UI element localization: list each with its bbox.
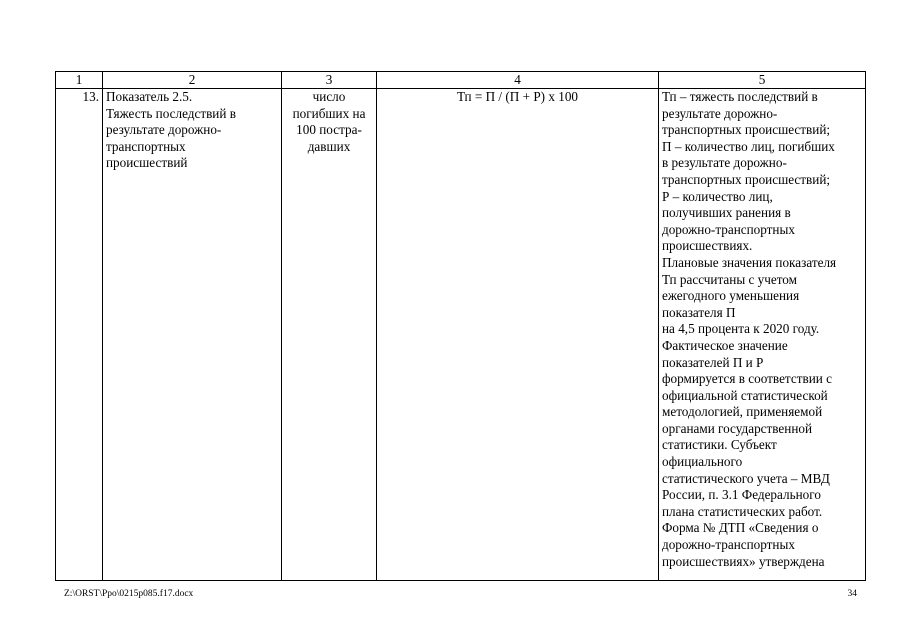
- description-line: получивших ранения в: [662, 205, 791, 221]
- description-line: методологией, применяемой: [662, 404, 823, 420]
- header-row: [56, 72, 866, 89]
- description-line: происшествиях.: [662, 238, 753, 254]
- unit-line: давших: [307, 138, 351, 154]
- formula-cell: [377, 89, 659, 581]
- description-line: Фактическое значение: [662, 337, 788, 353]
- description-line: дорожно-транспортных: [662, 537, 795, 553]
- description-line: показателя П: [662, 304, 736, 320]
- description-line: транспортных происшествий;: [662, 122, 831, 138]
- description-line: статистики. Субъект: [662, 437, 777, 453]
- description-line: Форма № ДТП «Сведения о: [662, 520, 819, 536]
- description-line: результате дорожно-: [662, 105, 778, 121]
- unit-cell: [282, 89, 377, 581]
- description-line: официального: [662, 454, 743, 470]
- description-line: статистического учета – МВД: [662, 470, 830, 486]
- indicator-line: результате дорожно-: [106, 122, 222, 138]
- header-col-4: 4: [377, 72, 659, 89]
- description-line: ежегодного уменьшения: [662, 288, 800, 304]
- description-line: Р – количество лиц,: [662, 188, 773, 204]
- indicator-line: Показатель 2.5.: [106, 89, 193, 104]
- unit-line: число: [312, 89, 346, 104]
- header-col-3: 3: [282, 72, 377, 89]
- description-line: П – количество лиц, погибших: [662, 138, 835, 154]
- description-line: России, п. 3.1 Федерального: [662, 487, 821, 503]
- description-line: Плановые значения показателя: [662, 254, 837, 270]
- footer-file-path: Z:\ORST\Ppo\0215p085.f17.docx: [64, 589, 194, 599]
- description-line: органами государственной: [662, 420, 813, 436]
- description-line: в результате дорожно-: [662, 155, 787, 171]
- description-line: показателей П и Р: [662, 354, 764, 370]
- header-col-5: 5: [659, 72, 866, 89]
- formula-text: Тп = П / (П + Р) х 100: [456, 89, 579, 104]
- description-line: транспортных происшествий;: [662, 171, 831, 187]
- indicator-line: Тяжесть последствий в: [106, 105, 236, 121]
- header-col-1: 1: [56, 72, 103, 89]
- description-line: плана статистических работ.: [662, 503, 823, 519]
- description-line: происшествиях» утверждена: [662, 553, 825, 569]
- indicator-table: [55, 71, 866, 581]
- unit-line: погибших на: [292, 105, 366, 121]
- row-number: 13.: [56, 89, 103, 581]
- description-cell: [659, 89, 866, 581]
- description-line: официальной статистической: [662, 387, 828, 403]
- description-line: формируется в соответствии с: [662, 371, 832, 387]
- description-line: дорожно-транспортных: [662, 221, 795, 237]
- description-line: Тп – тяжесть последствий в: [662, 89, 818, 104]
- table-row: [56, 89, 866, 581]
- description-line: на 4,5 процента к 2020 году.: [662, 321, 820, 337]
- indicator-name-cell: [103, 89, 282, 581]
- indicator-line: транспортных: [106, 138, 186, 154]
- description-line: Тп рассчитаны с учетом: [662, 271, 797, 287]
- header-col-2: 2: [103, 72, 282, 89]
- unit-line: 100 постра-: [296, 122, 362, 138]
- footer-page-number: 34: [847, 589, 857, 599]
- indicator-line: происшествий: [106, 155, 188, 171]
